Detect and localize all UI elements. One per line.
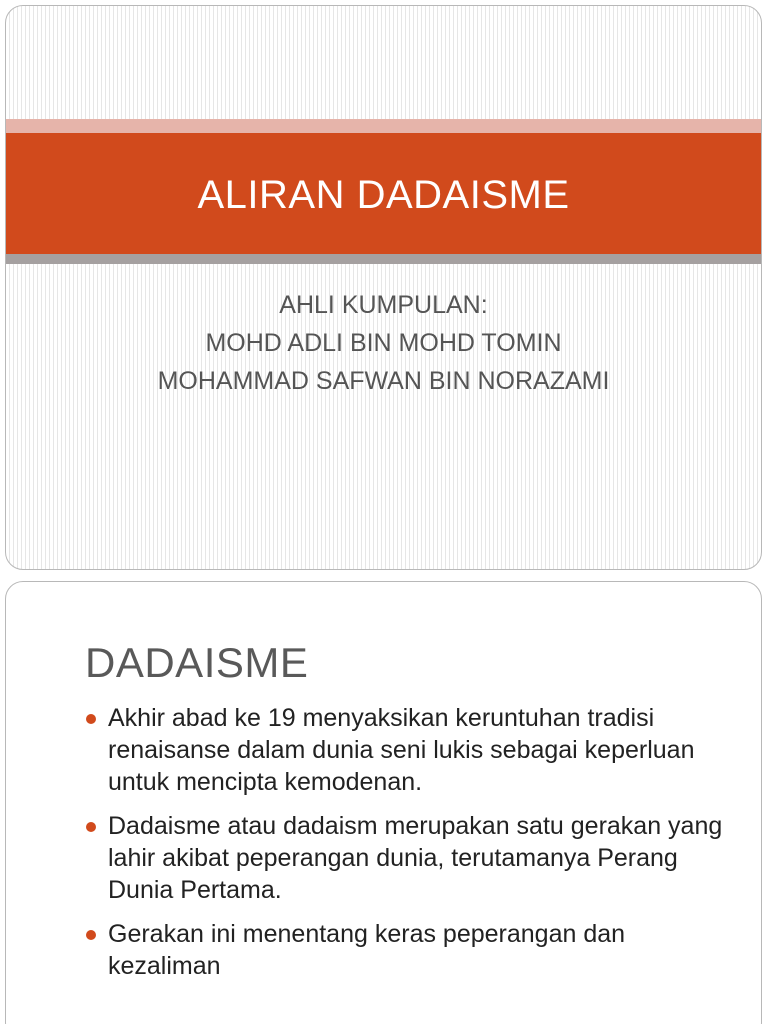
group-label: AHLI KUMPULAN: <box>279 291 488 319</box>
content-slide <box>5 581 762 1024</box>
bullet-text: Dadaisme atau dadaism merupakan satu gerakan yang lahir akibat peperangan dunia, terutamanya Perang Dunia Pertama. <box>108 812 723 904</box>
bullet-text: Akhir abad ke 19 menyaksikan keruntuhan tradisi renaisanse dalam dunia seni lukis sebagai keperluan untuk mencipta kemodenan. <box>108 704 695 796</box>
bullet-list <box>82 702 742 994</box>
bullet-dot-icon <box>86 930 96 940</box>
bullet-item <box>82 702 742 798</box>
bullet-item <box>82 918 742 982</box>
member-name: MOHAMMAD SAFWAN BIN NORAZAMI <box>157 367 610 395</box>
title-slide <box>5 5 762 570</box>
slide-heading: DADAISME <box>85 639 309 686</box>
member-name: MOHD ADLI BIN MOHD TOMIN <box>205 329 562 357</box>
bullet-item <box>82 810 742 906</box>
slide-title: ALIRAN DADAISME <box>197 173 570 217</box>
bullet-dot-icon <box>86 714 96 724</box>
title-accent-band <box>6 119 761 133</box>
title-band <box>6 133 761 254</box>
group-members <box>6 286 761 400</box>
bullet-text: Gerakan ini menentang keras peperangan dan kezaliman <box>108 920 626 980</box>
bullet-dot-icon <box>86 822 96 832</box>
title-divider-band <box>6 254 761 264</box>
